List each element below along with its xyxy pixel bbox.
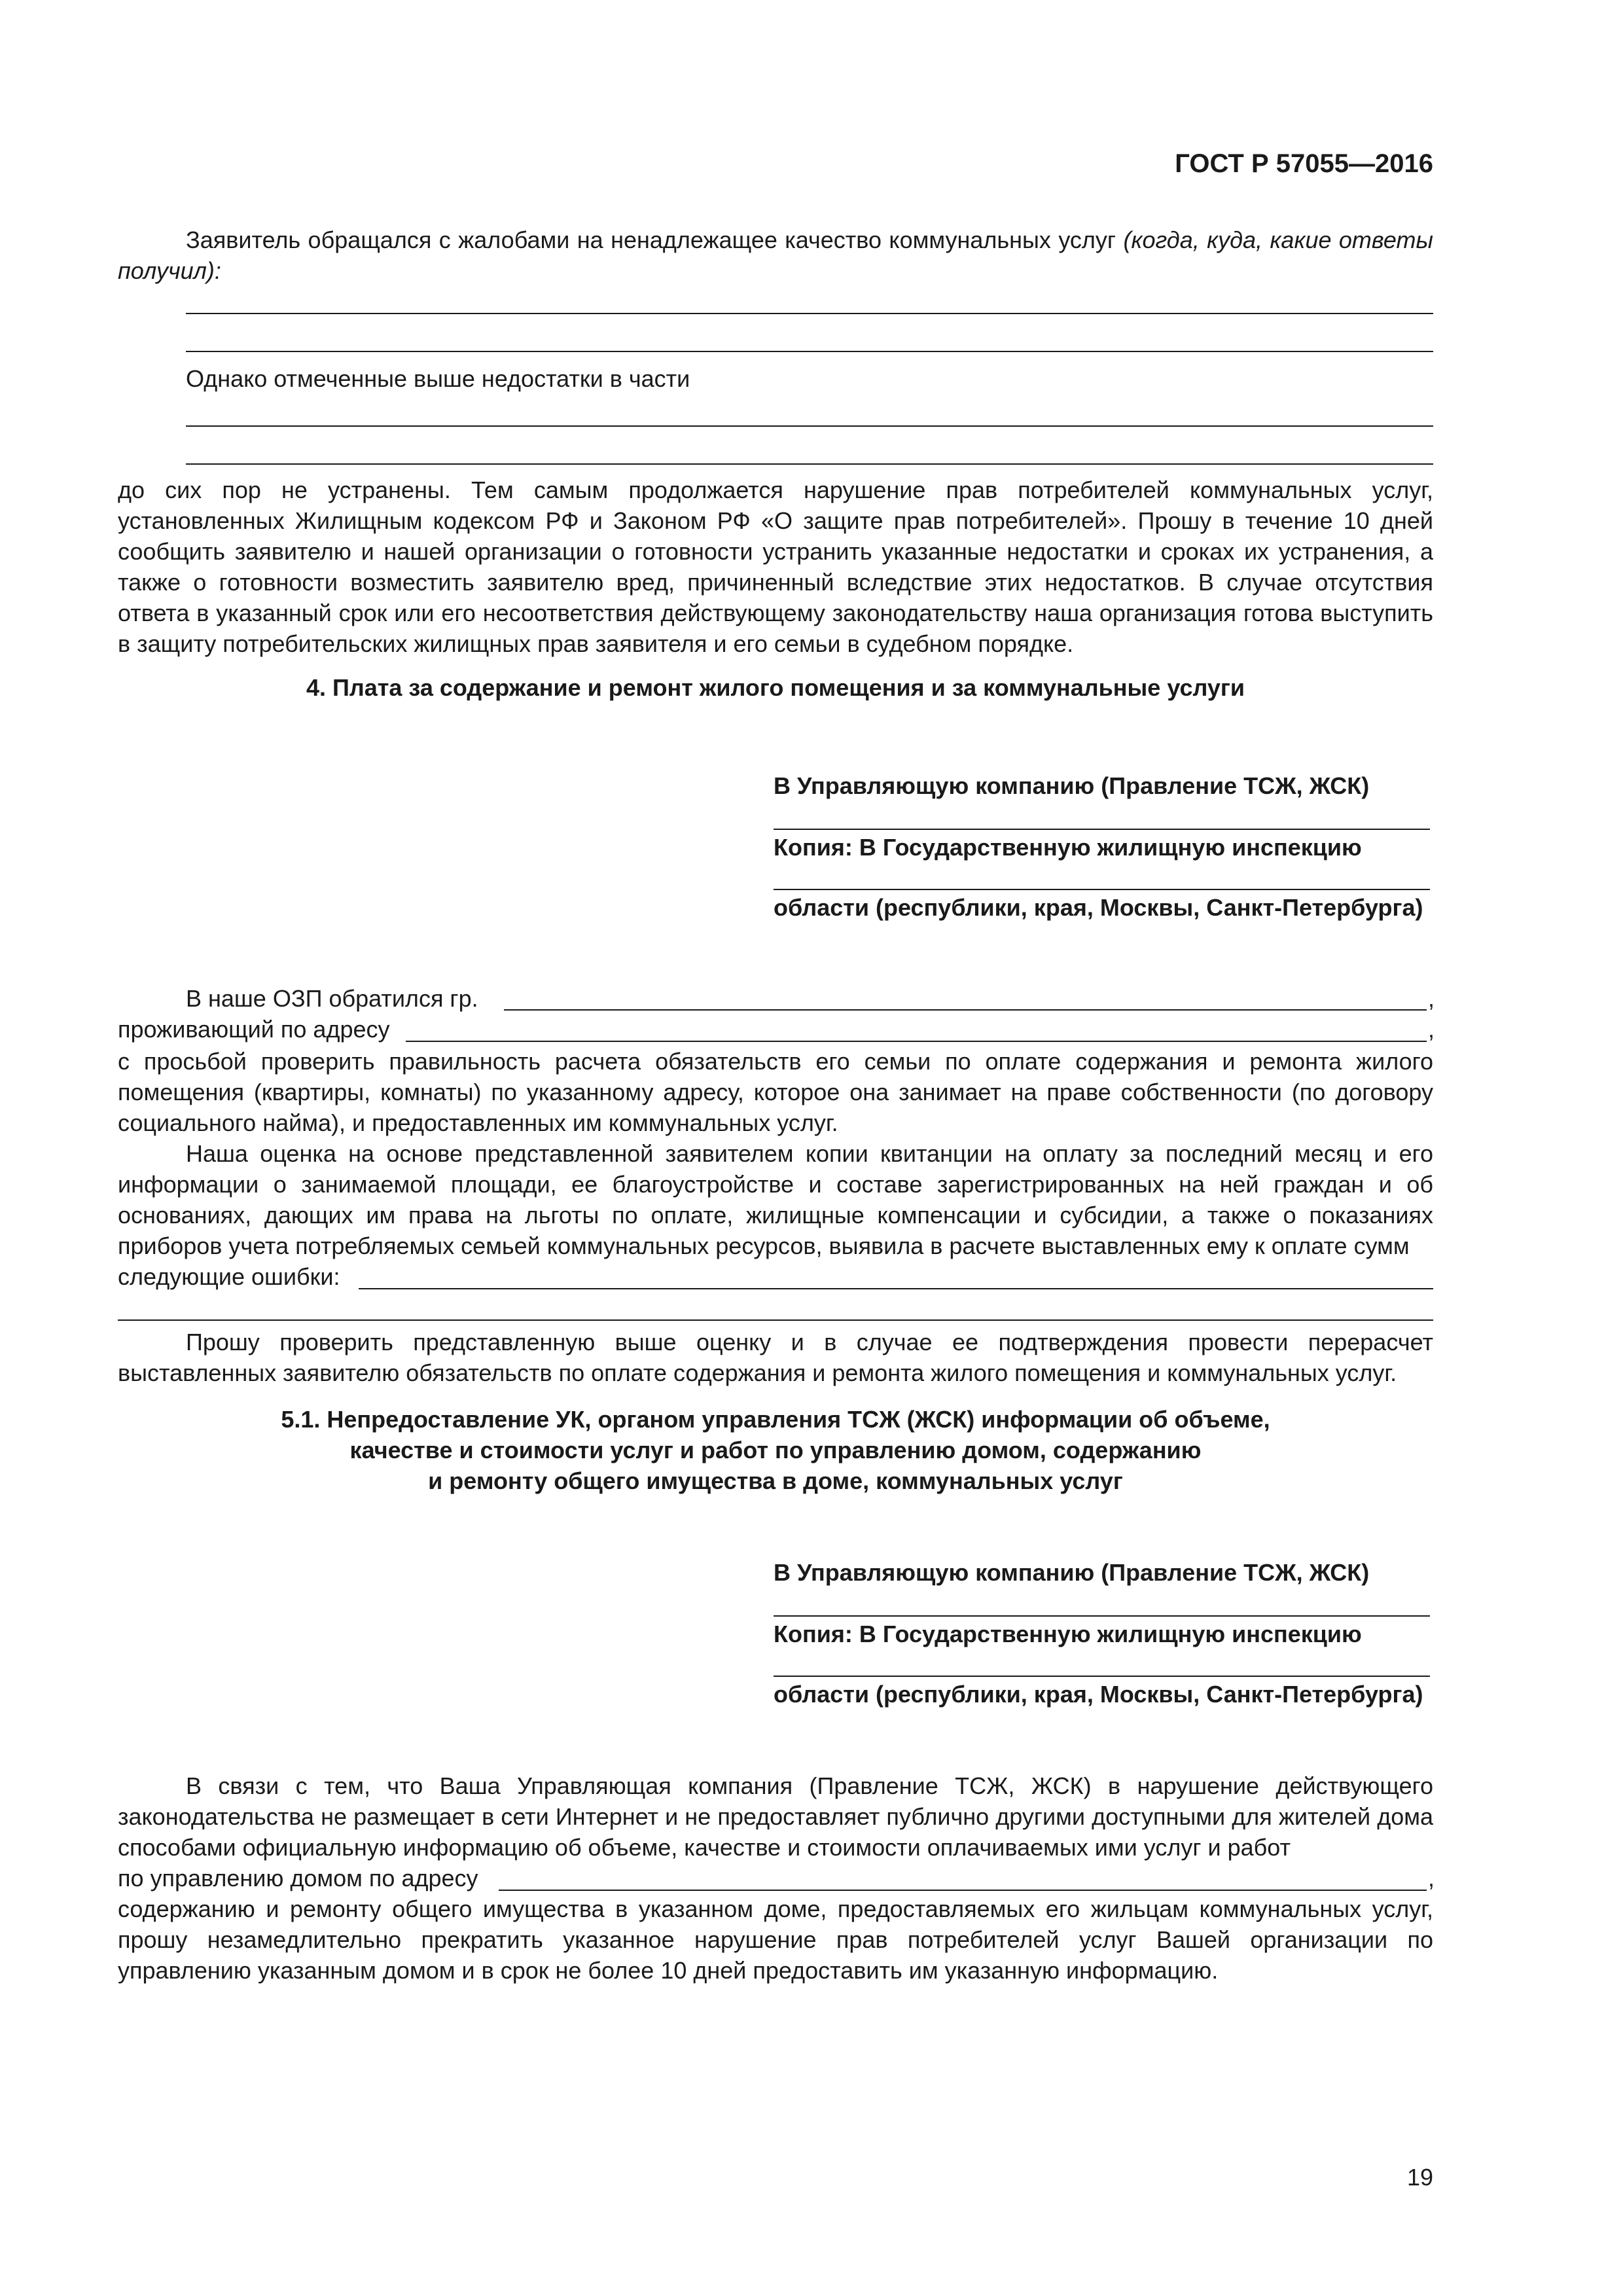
comma: , (1428, 1865, 1435, 1892)
addressee-line: В Управляющую компанию (Правление ТСЖ, ЖСК) (774, 772, 1370, 799)
not-fixed-paragraph: до сих пор не устранены. Тем самым продолжается нарушение прав потребителей коммунальных услуг, установленных Жилищным кодексом РФ и Законом РФ «О защите прав потребителей». Прошу в течение 10 дней сообщить заявителю и нашей организации о готовности устранить указанные недостатки и сроках их устранения, а также о готовности возместить заявителю вред, причиненный вследствие этих недостатков. В случае отсутствия ответа в указанный срок или его несоответствия действующему законодательству наша организация готова выступить в защиту потребительских жилищных прав заявителя и его семьи в судебном порядке. (118, 476, 1433, 657)
fill-line (774, 829, 1430, 830)
section-5-1-heading-line: и ремонту общего имущества в доме, коммунальных услуг (428, 1467, 1123, 1494)
fill-line (774, 889, 1430, 890)
errors-line (118, 1319, 1433, 1321)
fill-line (186, 425, 1433, 427)
region-line: области (республики, края, Москвы, Санкт-Петербурга) (774, 894, 1423, 921)
region-line: области (республики, края, Москвы, Санкт-Петербурга) (774, 1681, 1423, 1708)
fill-line (774, 1615, 1430, 1617)
management-address-line (499, 1890, 1427, 1891)
addressee-line: В Управляющую компанию (Правление ТСЖ, ЖСК) (774, 1559, 1370, 1586)
assessment-paragraph: Наша оценка на основе представленной заявителем копии квитанции на оплату за последний месяц и его информации о занимаемой площади, ее благоустройстве и составе зарегистрированных на ней граждан и об основаниях, дающих им права на льготы по оплате, жилищные компенсации и субсидии, а также о показаниях приборов учета потребляемых семьей коммунальных ресурсов, выявила в расчете выставленных ему к оплате сумм (118, 1140, 1433, 1259)
applicant-prefix: В наше ОЗП обратился гр. (186, 985, 478, 1012)
section-5-1-heading-line: 5.1. Непредоставление УК, органом управления ТСЖ (ЖСК) информации об объеме, (281, 1406, 1270, 1433)
fill-line (186, 313, 1433, 314)
fill-line (774, 1676, 1430, 1677)
section-5-1-heading-line: качестве и стоимости услуг и работ по управлению домом, содержанию (349, 1437, 1202, 1463)
page-number: 19 (1406, 2164, 1433, 2191)
errors-line (359, 1288, 1433, 1289)
address-line (406, 1041, 1427, 1042)
closing-paragraph: содержанию и ремонту общего имущества в указанном доме, предоставляемых его жильцам коммунальных услуг, прошу незамедлительно прекратить указанное нарушение прав потребителей услуг Вашей организации по управлению указанным домом и в срок не более 10 дней предоставить им указанную информацию. (118, 1895, 1433, 1984)
comma: , (1428, 985, 1435, 1012)
section-4-heading: 4. Плата за содержание и ремонт жилого помещения и за коммунальные услуги (306, 674, 1245, 701)
fill-line (186, 351, 1433, 352)
however-paragraph: Однако отмеченные выше недостатки в части (186, 365, 690, 392)
complaints-italic-note: (когда, куда, какие ответы получил): (118, 226, 1433, 284)
complaints-paragraph (118, 224, 1433, 286)
standard-header: ГОСТ Р 57055—2016 (1175, 149, 1433, 178)
errors-prefix: следующие ошибки: (118, 1263, 340, 1290)
comma: , (1428, 1016, 1435, 1043)
copy-to-line: Копия: В Государственную жилищную инспекцию (774, 834, 1362, 861)
address-prefix: проживающий по адресу (118, 1016, 390, 1043)
recalc-paragraph: Прошу проверить представленную выше оценку и в случае ее подтверждения провести перерасчет выставленных заявителю обязательств по оплате содержания и ремонта жилого помещения и коммунальных услуг. (118, 1329, 1433, 1386)
complaints-text: Заявитель обращался с жалобами на ненадлежащее качество коммунальных услуг (186, 226, 1124, 253)
request-paragraph: с просьбой проверить правильность расчета обязательств его семьи по оплате содержания и ремонта жилого помещения (квартиры, комнаты) по указанному адресу, которое она занимает на праве собственности (по договору социального найма), и предоставленных им коммунальных услуг. (118, 1048, 1433, 1136)
disclosure-paragraph: В связи с тем, что Ваша Управляющая компания (Правление ТСЖ, ЖСК) в нарушение действующего законодательства не размещает в сети Интернет и не предоставляет публично другими доступными для жителей дома способами официальную информацию об объеме, качестве и стоимости оплачиваемых ими услуг и работ (118, 1772, 1433, 1861)
management-address-prefix: по управлению домом по адресу (118, 1865, 478, 1892)
applicant-name-line (504, 1009, 1427, 1011)
fill-line (186, 463, 1433, 465)
copy-to-line: Копия: В Государственную жилищную инспекцию (774, 1621, 1362, 1647)
